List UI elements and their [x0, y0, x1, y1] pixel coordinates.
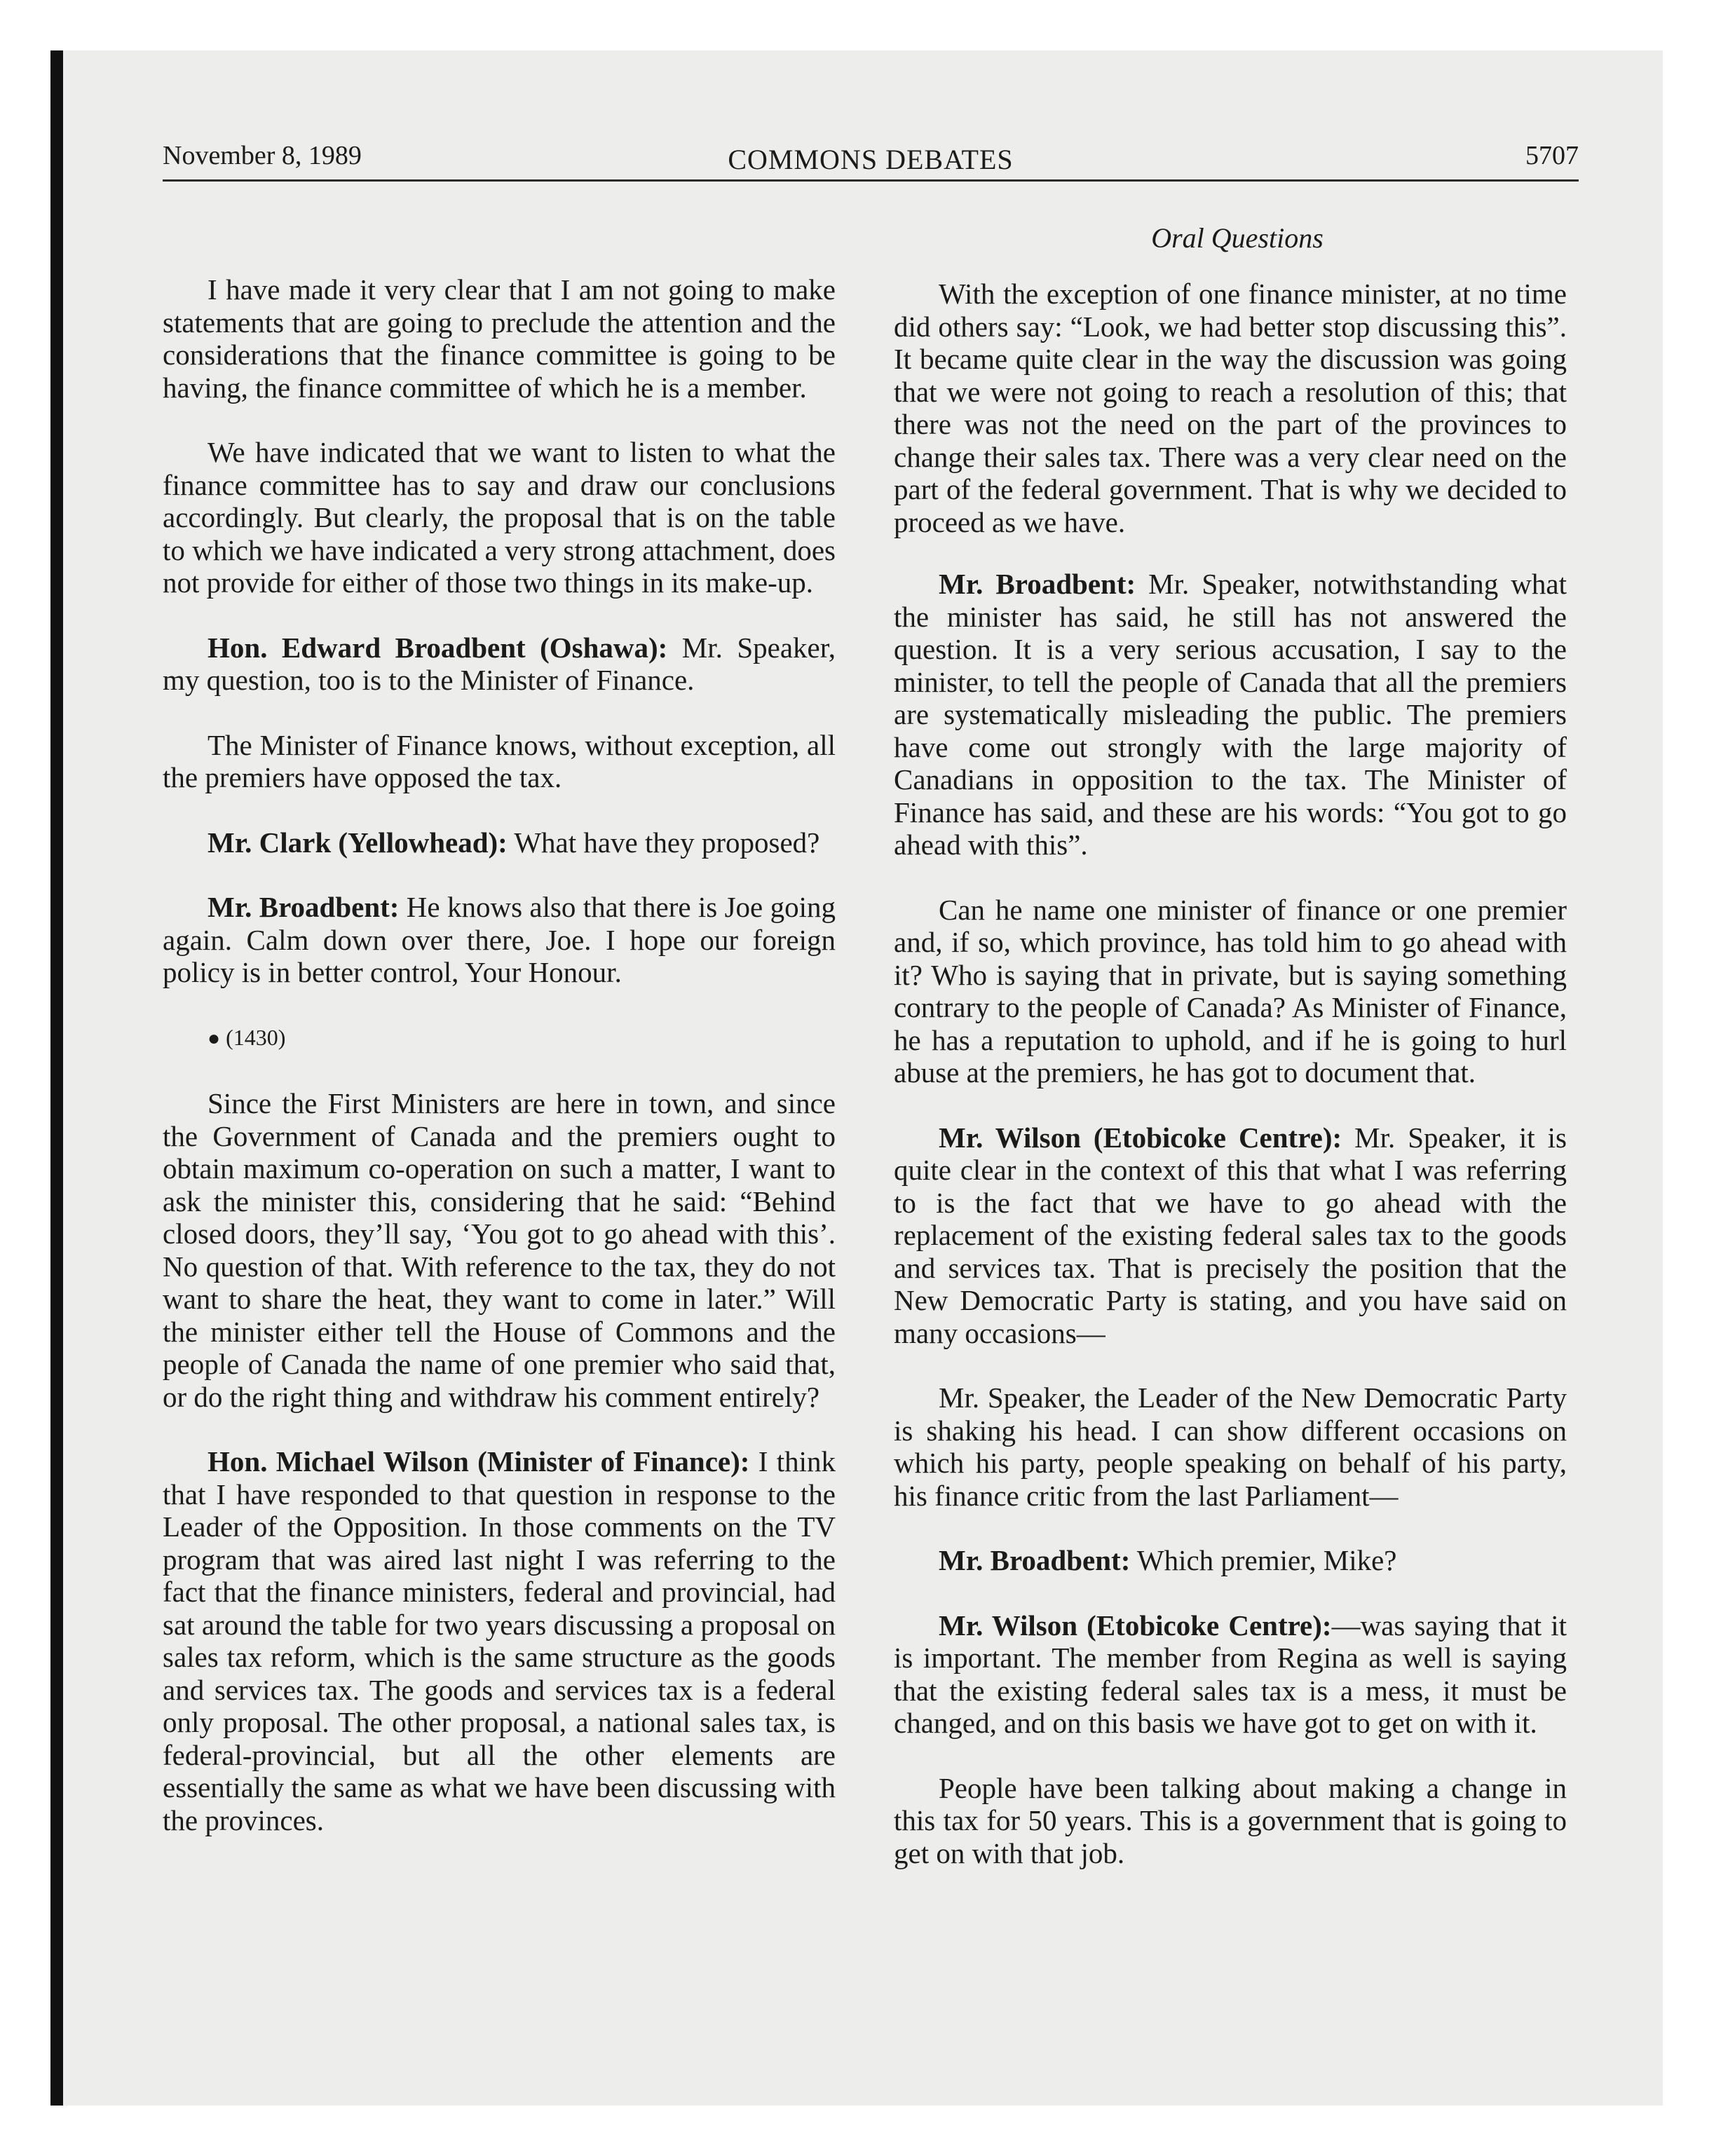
- speaker-name: Hon. Edward Broadbent (Oshawa):: [207, 631, 668, 664]
- header-date: November 8, 1989: [163, 141, 362, 170]
- speech-text: Mr. Speaker, my question, too is to the Minister of Finance.: [163, 631, 836, 696]
- speech-paragraph: [163, 826, 836, 859]
- speech-text: He knows also that there is Joe going again. Calm down over there, Joe. I hope our foreign policy is in better control, Your Honour.: [163, 891, 836, 988]
- speaker-name: Mr. Wilson (Etobicoke Centre):: [939, 1121, 1342, 1154]
- speaker-name: Hon. Michael Wilson (Minister of Finance):: [207, 1445, 750, 1478]
- speech-paragraph: [163, 632, 836, 697]
- timestamp: [163, 1021, 836, 1056]
- speaker-name: Mr. Broadbent:: [939, 568, 1136, 600]
- right-column: [894, 278, 1567, 1902]
- speaker-name: Mr. Clark (Yellowhead):: [207, 826, 508, 859]
- paragraph: Can he name one minister of finance or one premier and, if so, which province, has told him to go ahead with it? Who is saying that in private, but is saying something contrary to the people of Canada? As Minister of Finance, he has a reputation to uphold, and if he is going to hurl abuse at the premiers, he has got to document that.: [894, 893, 1567, 1089]
- section-title: Oral Questions: [1151, 222, 1324, 254]
- timestamp-text: (1430): [226, 1024, 286, 1050]
- page-header: [163, 140, 1579, 182]
- speech-text: Which premier, Mike?: [1130, 1544, 1397, 1576]
- paragraph: The Minister of Finance knows, without exception, all the premiers have opposed the tax.: [163, 728, 836, 793]
- speech-text: What have they proposed?: [507, 826, 820, 859]
- speech-text: —was saying that it is important. The member from Regina as well is saying that the existing federal sales tax is a mess, it must be changed, and on this basis we have got to get on with it.: [894, 1609, 1567, 1739]
- speaker-name: Mr. Wilson (Etobicoke Centre):: [939, 1609, 1332, 1642]
- paragraph: We have indicated that we want to listen to what the finance committee has to say and draw our conclusions accordingly. But clearly, the proposal that is on the table to which we have indicated a very strong attachment, does not provide for either of those two things in its make-up.: [163, 436, 836, 599]
- scan-edge-shadow: [50, 50, 63, 2106]
- header-page-number: 5707: [1525, 141, 1579, 170]
- speech-paragraph: [163, 891, 836, 989]
- speech-paragraph: [163, 1445, 836, 1836]
- paragraph: Mr. Speaker, the Leader of the New Democratic Party is shaking his head. I can show different occasions on which his party, people speaking on behalf of his party, his finance critic from the last Parliament—: [894, 1381, 1567, 1512]
- speech-paragraph: [894, 1609, 1567, 1740]
- speech-text: Mr. Speaker, it is quite clear in the context of this that what I was referring to is the fact that we have to go ahead with the replacement of the existing federal sales tax to the goods and services tax. That is precisely the position that the New Democratic Party is stating, and you have said on many occasions—: [894, 1121, 1567, 1349]
- bullet-icon: ●: [207, 1026, 221, 1050]
- left-column: [163, 273, 836, 1869]
- header-title: COMMONS DEBATES: [728, 144, 1014, 175]
- speech-paragraph: [894, 568, 1567, 861]
- speaker-name: Mr. Broadbent:: [207, 891, 400, 923]
- paragraph: Since the First Ministers are here in town, and since the Government of Canada and the premiers ought to obtain maximum co-operation on such a matter, I want to ask the minister this, considering that he said: “Behind closed doors, they’ll say, ‘You got to go ahead with this’. No question of that. With reference to the tax, they do not want to share the heat, they want to come in later.” Will the minister either tell the House of Commons and the people of Canada the name of one premier who said that, or do the right thing and withdraw his comment entirely?: [163, 1087, 836, 1413]
- paragraph: I have made it very clear that I am not going to make statements that are going to preclude the attention and the considerations that the finance committee is going to be having, the finance committee of which he is a member.: [163, 273, 836, 404]
- speech-text: I think that I have responded to that question in response to the Leader of the Opposition. In those comments on the TV program that was aired last night I was referring to the fact that the finance ministers, federal and provincial, had sat around the table for two years discussing a proposal on sales tax reform, which is the same structure as the goods and services tax. The goods and services tax is a federal only proposal. The other proposal, a national sales tax, is federal-provincial, but all the other elements are essentially the same as what we have been discussing with the provinces.: [163, 1445, 836, 1836]
- speech-text: Mr. Speaker, notwithstanding what the minister has said, he still has not answered the question. It is a very serious accusation, I say to the minister, to tell the people of Canada that all the premiers are systematically misleading the public. The premiers have come out strongly with the large majority of Canadians in opposition to the tax. The Minister of Finance has said, and these are his words: “You got to go ahead with this”.: [894, 568, 1567, 861]
- paragraph: People have been talking about making a change in this tax for 50 years. This is a government that is going to get on with that job.: [894, 1771, 1567, 1869]
- speech-paragraph: [894, 1121, 1567, 1350]
- speech-paragraph: [894, 1544, 1567, 1577]
- paragraph: With the exception of one finance minister, at no time did others say: “Look, we had better stop discussing this”. It became quite clear in the way the discussion was going that we were not going to reach a resolution of this; that there was not the need on the part of the provinces to change their sales tax. There was a very clear need on the part of the federal government. That is why we decided to proceed as we have.: [894, 278, 1567, 538]
- speaker-name: Mr. Broadbent:: [939, 1544, 1131, 1576]
